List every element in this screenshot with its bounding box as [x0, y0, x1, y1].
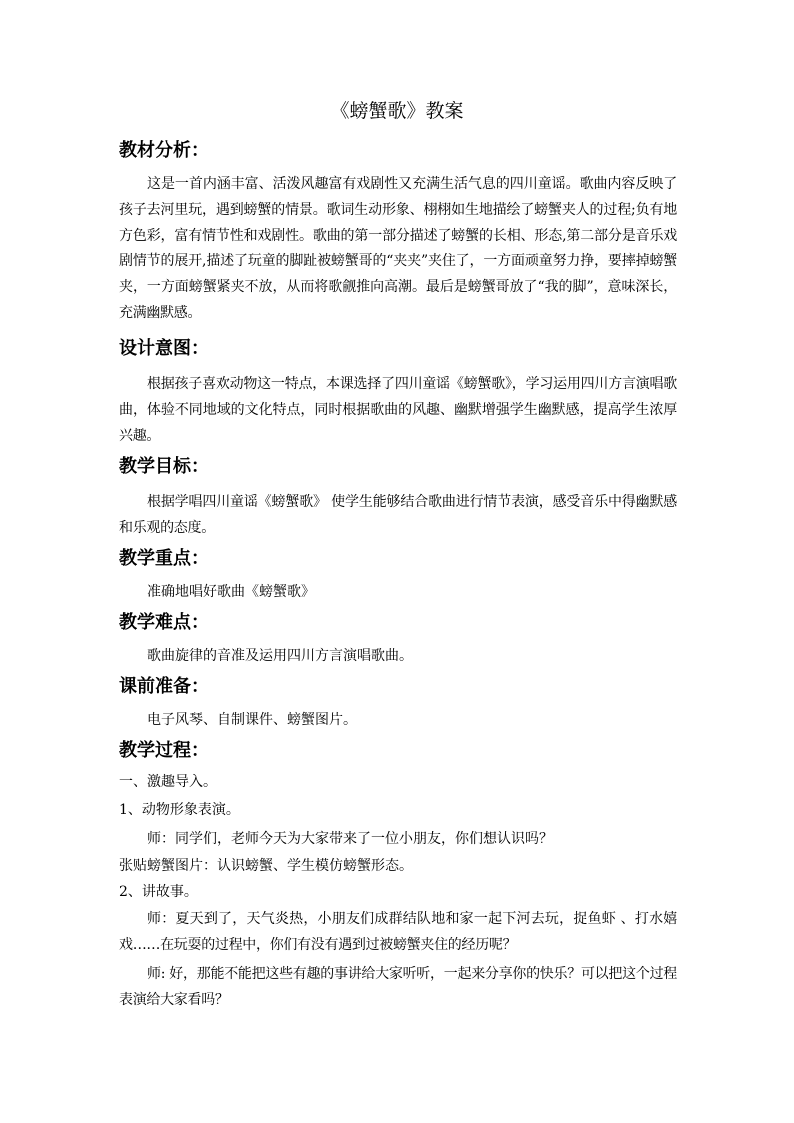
process-item-1: 1、动物形象表演。: [119, 802, 240, 818]
process-teacher-line-1: 师：同学们，老师今天为大家带来了一位小朋友，你们想认识吗？: [147, 831, 553, 847]
process-teacher-line-2: 师：夏天到了，天气炎热，小朋友们成群结队地和家一起下河去玩，捉鱼虾 、打水嬉戏……在玩耍的过程中，你们有没有遇到过被螃蟹夹住的经历呢？: [119, 911, 677, 953]
heading-material-analysis: 教材分析：: [119, 140, 209, 161]
paragraph-design-intent: 根据孩子喜欢动物这一特点，本课选择了四川童谣《螃蟹歌》，学习运用四川方言演唱歌曲，体验不同地域的文化特点，同时根据歌曲的风趣、幽默增强学生幽默感，提高学生浓厚兴趣。: [119, 376, 677, 444]
heading-teaching-process: 教学过程：: [119, 740, 209, 761]
process-step-1: 一、激趣导入。: [119, 774, 217, 790]
heading-teaching-difficulty: 教学难点：: [119, 612, 209, 633]
paragraph-teaching-focus: 准确地唱好歌曲《螃蟹歌》: [147, 584, 315, 600]
heading-teaching-focus: 教学重点：: [119, 548, 209, 569]
heading-teaching-goals: 教学目标：: [119, 456, 209, 477]
process-teacher-line-3: 师: 好，那能不能把这些有趣的事讲给大家听听，一起来分享你的快乐？可以把这个过程表演给大家看吗？: [119, 966, 677, 1008]
paragraph-material-analysis: 这是一首内涵丰富、活泼风趣富有戏剧性又充满生活气息的四川童谣。歌曲内容反映了孩子去河里玩，遇到螃蟹的情景。歌词生动形象、栩栩如生地描绘了螃蟹夹人的过程;负有地方色彩，富有情节性和戏剧性。歌曲的第一部分描述了螃蟹的长相、形态,第二部分是音乐戏剧情节的展开,描述了玩童的脚趾被螃蟹哥的“夹夹”夹住了，一方面顽童努力挣，要摔掉螃蟹夹，一方面螃蟹紧夹不放，从而将歌觎推向高潮。最后是螃蟹哥放了“我的脚”，意味深长，充满幽默感。: [119, 176, 677, 321]
process-item-2: 2、讲故事。: [119, 884, 198, 900]
document-title: 《螃蟹歌》教案: [330, 100, 464, 122]
heading-preparation: 课前准备：: [119, 676, 209, 697]
process-note-1: 张贴螃蟹图片：认识螃蟹、学生模仿螃蟹形态。: [119, 858, 413, 874]
paragraph-preparation: 电子风琴、自制课件、螃蟹图片。: [147, 712, 357, 728]
heading-design-intent: 设计意图：: [119, 338, 209, 359]
paragraph-teaching-difficulty: 歌曲旋律的音准及运用四川方言演唱歌曲。: [147, 648, 413, 664]
paragraph-teaching-goals: 根据学唱四川童谣《螃蟹歌》 使学生能够结合歌曲进行情节表演，感受音乐中得幽默感和乐观的态度。: [119, 494, 677, 536]
